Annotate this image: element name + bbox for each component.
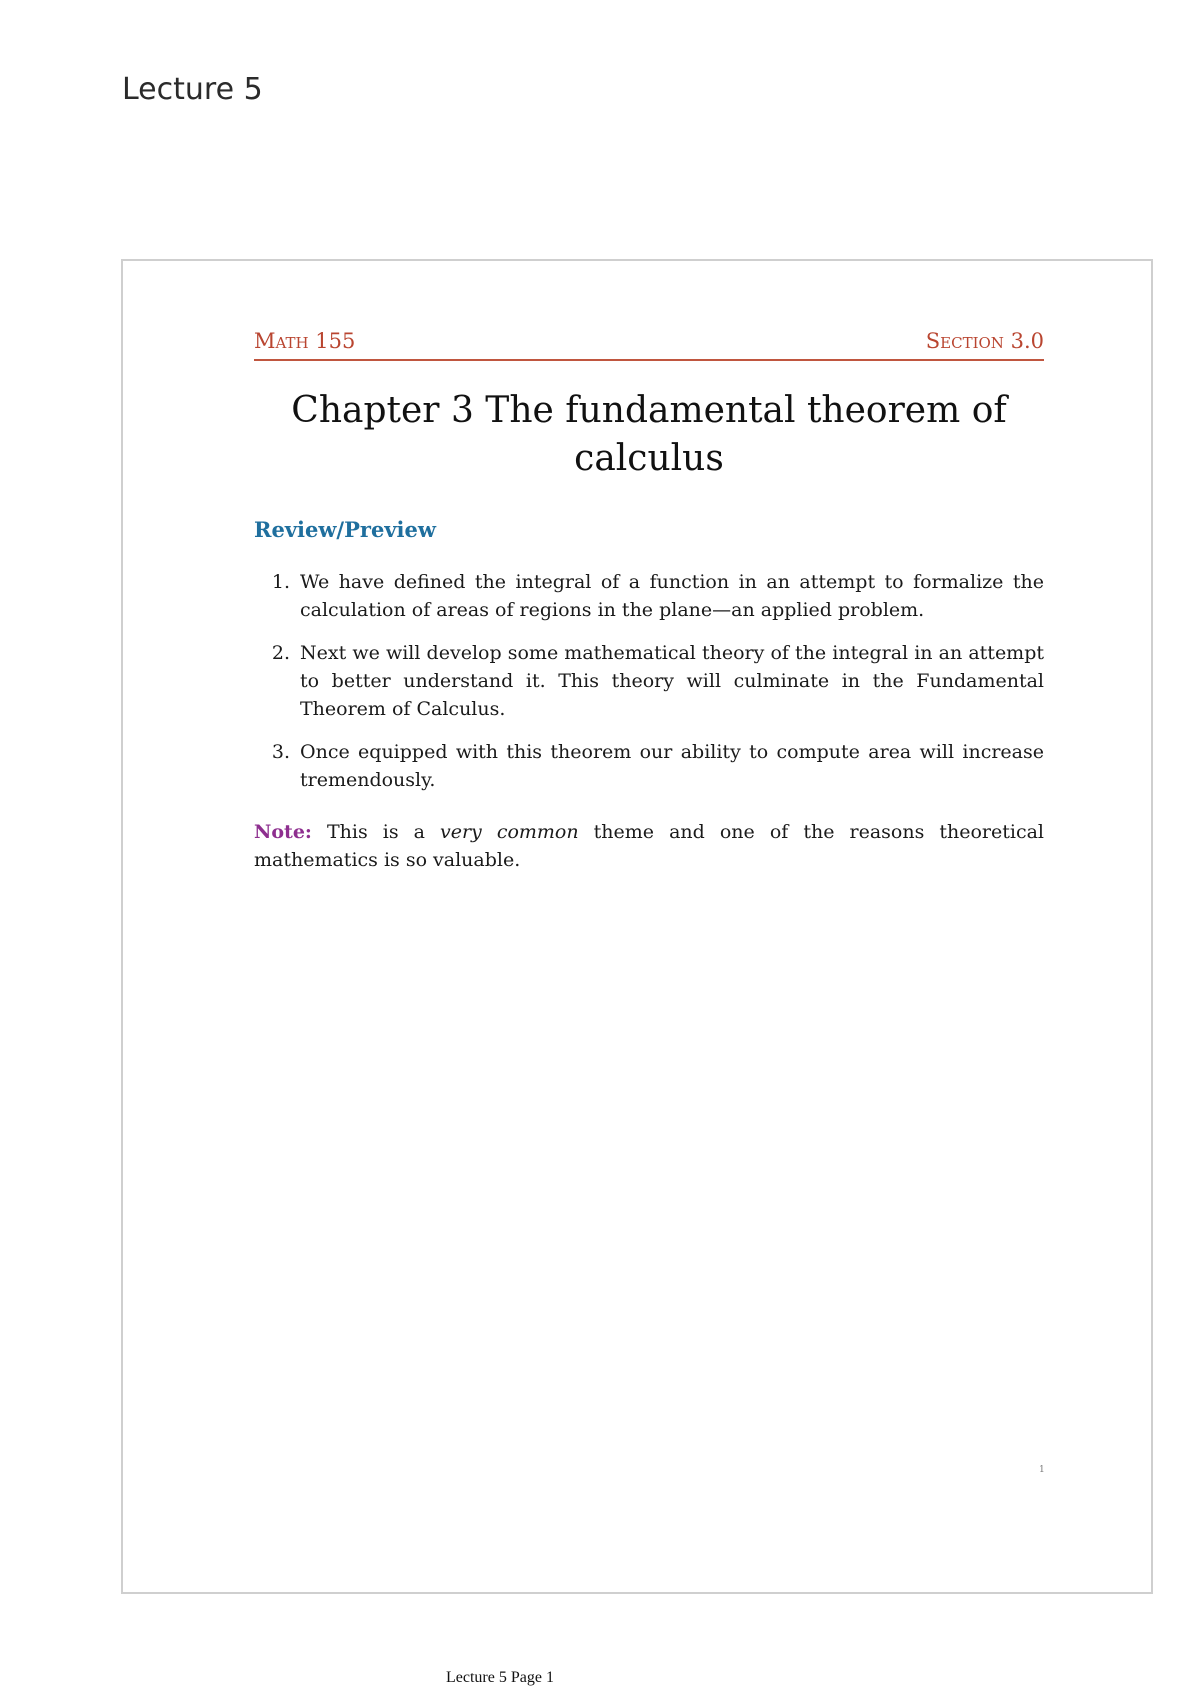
chapter-title: Chapter 3 The fundamental theorem of calculus [291, 390, 1007, 479]
list-item-text: Next we will develop some mathematical theory of the integral in an attempt to better understand it. This theory will culminate in the Fundamental Theorem of Calculus. [300, 642, 1044, 720]
section-label: Section 3.0 [925, 329, 1044, 353]
note-emphasis: very common [439, 821, 579, 843]
list-item-number: 3. [271, 741, 290, 763]
section-heading: Review/Preview [254, 517, 436, 542]
list-item-text: We have defined the integral of a function in an attempt to formalize the calculation of areas of regions in the plane—an applied problem. [300, 571, 1044, 621]
running-head [254, 329, 1044, 361]
list-item-number: 2. [271, 642, 290, 664]
list-item [254, 639, 1044, 723]
review-list [254, 568, 1044, 794]
list-item-text: Once equipped with this theorem our ability to compute area will increase tremendously. [300, 741, 1044, 791]
list-item [254, 568, 1044, 624]
note-label: Note: [254, 821, 312, 843]
list-item [254, 738, 1044, 794]
list-item-number: 1. [271, 571, 290, 593]
page-heading: Lecture 5 [122, 72, 263, 107]
embedded-pdf-page [121, 259, 1153, 1594]
note-text-after: theme and one of the reasons theoretical mathematics is so valuable. [254, 821, 1045, 871]
page-footer: Lecture 5 Page 1 [446, 1669, 554, 1686]
pdf-content [254, 329, 1044, 893]
note-text-before: This is a [311, 821, 440, 843]
course-label: Math 155 [254, 329, 356, 353]
note-paragraph [254, 818, 1044, 874]
pdf-page-number: 1 [1039, 1465, 1045, 1475]
